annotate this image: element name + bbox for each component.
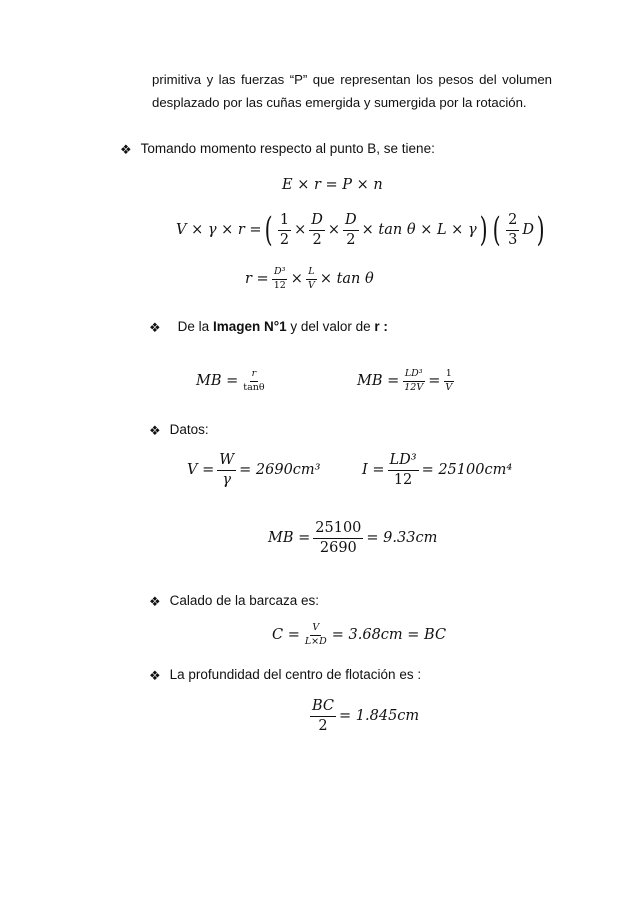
fraction: $\frac{\text{LD³}}{12}$	[389, 451, 417, 488]
equation-profundidad: $\frac{BC}{2}$ = 1.845cm	[312, 697, 420, 734]
equation-mb-ld: MB = $\frac{\text{LD³}}{12V}$ = $\frac{1}{V}$	[357, 367, 453, 393]
fraction: $\frac{r}{\tan\theta}$	[243, 367, 265, 393]
fraction: $\frac{\text{D³}}{12}$	[273, 265, 286, 291]
diamond-bullet-icon: ❖	[120, 142, 132, 157]
fraction: $\frac{BC}{2}$	[312, 697, 335, 734]
fraction: $\frac{L}{V}$	[307, 265, 315, 291]
equation-inertia: I = $\frac{\text{LD³}}{12}$ = 25100cm⁴	[362, 451, 513, 488]
fraction: $\frac{1}{V}$	[445, 367, 453, 393]
equation-calado: C = $\frac{V}{L\times D}$ = 3.68cm = BC	[272, 621, 447, 647]
fraction: $\frac{D}{2}$	[311, 211, 323, 248]
bullet-profundidad-text: La profundidad del centro de flotación es :	[169, 667, 422, 682]
fraction: $\frac{25100}{2690}$	[315, 519, 362, 556]
fraction: $\frac{1}{2}$	[279, 211, 290, 248]
intro-line-2: desplazado por las cuñas emergida y sumergida por la rotación.	[152, 95, 527, 110]
fraction: $\frac{2}{3}$	[508, 211, 518, 248]
fraction: $\frac{\text{LD³}}{12V}$	[404, 367, 424, 393]
bullet-moment-text: Tomando momento respecto al punto B, se tiene:	[140, 141, 435, 156]
equation-mb-value: MB = $\frac{25100}{2690}$ = 9.33cm	[268, 519, 438, 556]
bullet-calado-text: Calado de la barcaza es:	[169, 593, 319, 608]
fraction: $\frac{W}{\gamma}$	[219, 451, 235, 488]
equation-moment: E × r = P × n	[282, 177, 383, 193]
fraction: $\frac{V}{L\times D}$	[304, 621, 327, 647]
diamond-bullet-icon: ❖	[149, 423, 161, 438]
fraction: $\frac{D}{2}$	[345, 211, 357, 248]
equation-volume-moment: V × γ × r = ( $\frac{1}{2}$ × $\frac{D}{2}$ × $\frac{D}{2}$ × tan θ × L × γ ) ( $\frac{2}{3}$ D )	[176, 210, 545, 250]
bullet-profundidad	[149, 667, 421, 685]
bullet-image-text: De la Imagen N°1 y del valor de r :	[177, 319, 388, 334]
intro-line-1: primitiva y las fuerzas “P” que representan los pesos del volumen	[152, 72, 552, 87]
diamond-bullet-icon: ❖	[149, 668, 161, 683]
bullet-datos	[149, 422, 209, 440]
bullet-moment	[120, 141, 435, 159]
equation-r: r = $\frac{\text{D³}}{12}$ × $\frac{L}{V}$ × tan θ	[245, 265, 374, 291]
bullet-image	[149, 319, 388, 337]
bullet-datos-text: Datos:	[169, 422, 209, 437]
diamond-bullet-icon: ❖	[149, 594, 161, 609]
bullet-calado	[149, 593, 319, 611]
equation-volume: V = $\frac{W}{\gamma}$ = 2690cm³	[187, 451, 321, 488]
diamond-bullet-icon: ❖	[149, 320, 161, 335]
intro-paragraph	[152, 68, 552, 114]
equation-mb-r: MB = $\frac{r}{\tan\theta}$	[196, 367, 265, 393]
